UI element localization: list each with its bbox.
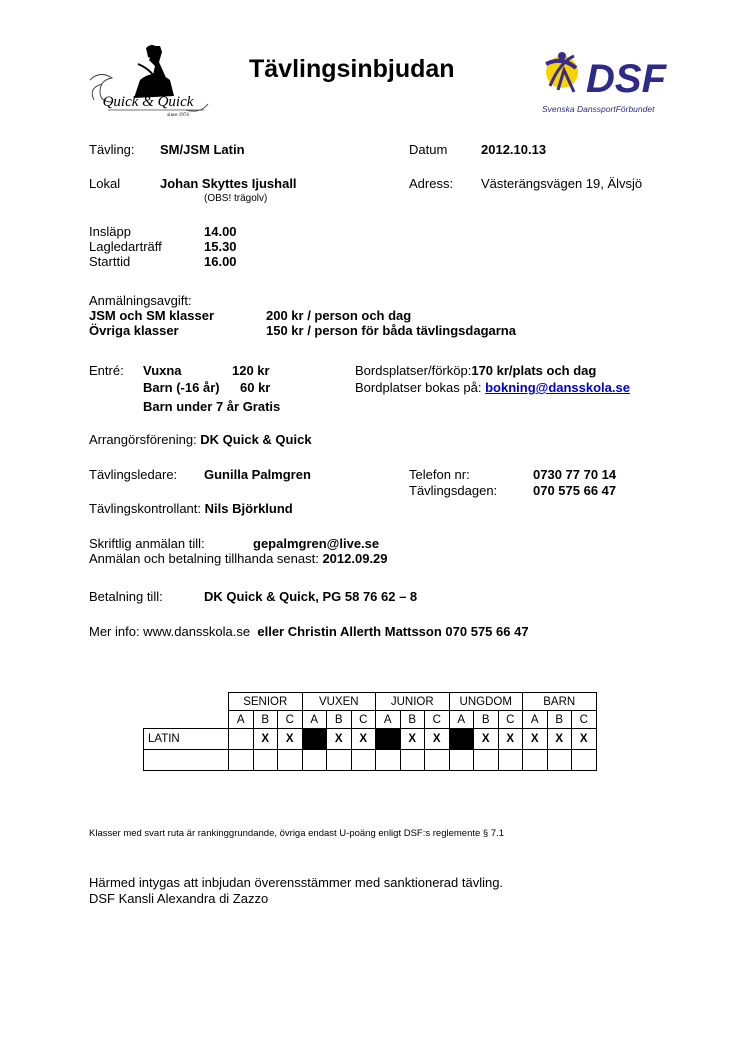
class-cell: X — [425, 729, 450, 750]
tables-line — [355, 363, 596, 378]
empty-cell — [351, 750, 376, 771]
payment-label: Betalning till: — [89, 589, 163, 604]
sub-c: C — [425, 711, 450, 729]
info-label: Mer info: www.dansskola.se — [89, 624, 251, 639]
empty-cell — [278, 750, 303, 771]
sub-c: C — [498, 711, 523, 729]
entry-label-vuxna: Vuxna — [143, 363, 182, 378]
empty-cell — [376, 750, 401, 771]
payment-value: DK Quick & Quick, PG 58 76 62 – 8 — [204, 589, 418, 604]
class-cell: X — [498, 729, 523, 750]
fee-value-jsm: 200 kr / person och dag — [266, 308, 412, 323]
sub-b: B — [547, 711, 572, 729]
empty-cell — [327, 750, 352, 771]
info-line — [89, 624, 529, 639]
sub-c: C — [572, 711, 597, 729]
empty-cell — [523, 750, 548, 771]
empty-cell — [229, 750, 254, 771]
info-value: eller Christin Allerth Mattsson 070 575 66 47 — [257, 624, 529, 639]
sub-a: A — [449, 711, 474, 729]
class-cell: X — [474, 729, 499, 750]
lokal-note: (OBS! trägolv) — [204, 193, 268, 204]
class-cell: X — [278, 729, 303, 750]
sub-a: A — [376, 711, 401, 729]
empty-cell — [425, 750, 450, 771]
adress-label: Adress: — [409, 176, 454, 191]
controller-label: Tävlingskontrollant: — [89, 501, 201, 516]
booking-email-link[interactable]: bokning@dansskola.se — [485, 380, 630, 395]
sub-a: A — [302, 711, 327, 729]
closing-statement: Härmed intygas att inbjudan överensstämmer med sanktionerad tävling. — [89, 875, 504, 890]
deadline-label: Anmälan och betalning tillhanda senast: — [89, 551, 319, 566]
time-value-inslapp: 14.00 — [204, 224, 237, 239]
entry-extra: Barn under 7 år Gratis — [143, 399, 281, 414]
empty-cell — [498, 750, 523, 771]
footnote: Klasser med svart ruta är rankinggrundande, övriga endast U-poäng enligt DSF:s reglemente § 7.1 — [89, 828, 505, 839]
phone-value: 0730 77 70 14 — [533, 467, 617, 482]
entry-label-barn: Barn (-16 år) — [143, 380, 220, 395]
sub-b: B — [253, 711, 278, 729]
class-cell — [229, 729, 254, 750]
group-vuxen: VUXEN — [302, 693, 376, 711]
empty-cell — [400, 750, 425, 771]
class-table-latin-row — [144, 729, 597, 750]
tables-value: 170 kr/plats och dag — [471, 363, 597, 378]
sub-b: B — [474, 711, 499, 729]
empty-cell — [547, 750, 572, 771]
class-cell: X — [253, 729, 278, 750]
datum-label: Datum — [409, 142, 448, 157]
logo-left-subtext: since 1974 — [167, 113, 189, 118]
empty-cell — [474, 750, 499, 771]
group-junior: JUNIOR — [376, 693, 450, 711]
registration-email: gepalmgren@live.se — [253, 536, 380, 551]
controller-value: Nils Björklund — [204, 501, 293, 516]
fee-label-jsm: JSM och SM klasser — [89, 308, 214, 323]
leader-value: Gunilla Palmgren — [204, 467, 311, 482]
class-cell: X — [327, 729, 352, 750]
logo-left-text: Quick & Quick — [102, 94, 194, 110]
entry-value-vuxna: 120 kr — [232, 363, 270, 378]
organizer-value: DK Quick & Quick — [200, 432, 312, 447]
booking-line — [355, 380, 630, 395]
empty-cell — [302, 750, 327, 771]
fee-value-ovriga: 150 kr / person för båda tävlingsdagarna — [266, 323, 516, 338]
adress-value: Västerängsvägen 19, Älvsjö — [481, 176, 643, 191]
booking-label: Bordplatser bokas på: — [355, 380, 482, 395]
group-senior: SENIOR — [229, 693, 303, 711]
entry-value-barn: 60 kr — [240, 380, 271, 395]
class-table-group-row — [144, 693, 597, 711]
tables-label: Bordsplatser/förköp: — [355, 363, 472, 378]
deadline-line — [89, 551, 388, 566]
dsf-logo — [536, 46, 696, 120]
entry-label: Entré: — [89, 363, 124, 378]
class-cell: X — [400, 729, 425, 750]
class-cell: X — [547, 729, 572, 750]
page-title: Tävlingsinbjudan — [249, 55, 455, 83]
empty-cell — [572, 750, 597, 771]
time-value-starttid: 16.00 — [204, 254, 237, 269]
day-label: Tävlingsdagen: — [409, 483, 498, 498]
time-label-lagledartraff: Lagledarträff — [89, 239, 162, 254]
organizer-line — [89, 432, 312, 447]
empty-cell — [449, 750, 474, 771]
time-label-inslapp: Insläpp — [89, 224, 131, 239]
time-label-starttid: Starttid — [89, 254, 131, 269]
quick-and-quick-logo — [86, 40, 212, 120]
phone-label: Telefon nr: — [409, 467, 470, 482]
registration-label: Skriftlig anmälan till: — [89, 536, 205, 551]
time-value-lagledartraff: 15.30 — [204, 239, 237, 254]
sub-b: B — [400, 711, 425, 729]
lokal-value: Johan Skyttes Ijushall — [160, 176, 297, 191]
tavling-label: Tävling: — [89, 142, 135, 157]
class-cell — [449, 729, 474, 750]
sub-c: C — [351, 711, 376, 729]
empty-cell — [253, 750, 278, 771]
class-cell — [376, 729, 401, 750]
deadline-value: 2012.09.29 — [322, 551, 388, 566]
logo-right-subtext: Svenska DanssportFörbundet — [542, 104, 655, 114]
tavling-value: SM/JSM Latin — [160, 142, 245, 157]
class-table-empty-row — [144, 750, 597, 771]
empty-cell — [144, 750, 229, 771]
controller-line — [89, 501, 293, 516]
group-ungdom: UNGDOM — [449, 693, 523, 711]
sub-a: A — [229, 711, 254, 729]
day-value: 070 575 66 47 — [533, 483, 617, 498]
closing-signature: DSF Kansli Alexandra di Zazzo — [89, 891, 269, 906]
class-cell: X — [351, 729, 376, 750]
class-table-sub-row — [144, 711, 597, 729]
fee-label-ovriga: Övriga klasser — [89, 323, 179, 338]
datum-value: 2012.10.13 — [481, 142, 547, 157]
class-cell: X — [523, 729, 548, 750]
class-cell — [302, 729, 327, 750]
leader-label: Tävlingsledare: — [89, 467, 178, 482]
sub-b: B — [327, 711, 352, 729]
table-corner — [144, 693, 229, 711]
class-table — [143, 692, 597, 771]
sub-a: A — [523, 711, 548, 729]
fees-heading: Anmälningsavgift: — [89, 293, 192, 308]
class-cell: X — [572, 729, 597, 750]
table-corner — [144, 711, 229, 729]
organizer-label: Arrangörsförening: — [89, 432, 197, 447]
lokal-label: Lokal — [89, 176, 121, 191]
logo-right-text: DSF — [586, 57, 666, 101]
sub-c: C — [278, 711, 303, 729]
row-label-latin: LATIN — [144, 729, 229, 750]
group-barn: BARN — [523, 693, 597, 711]
